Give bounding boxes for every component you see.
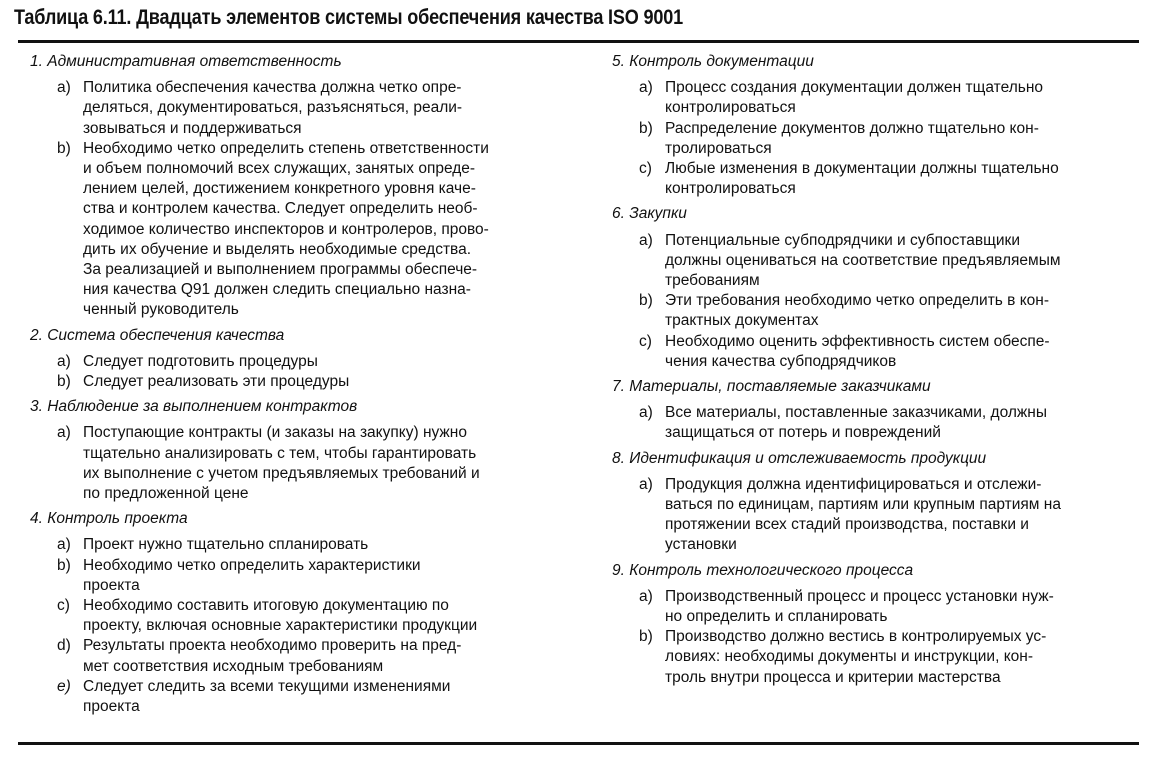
item-line: дить их обучение и выделять необходимые средства. bbox=[83, 240, 472, 258]
item-line: контролироваться bbox=[665, 180, 796, 198]
item-marker: a) bbox=[639, 587, 653, 605]
item-marker: a) bbox=[639, 475, 653, 493]
item-line: Необходимо составить итоговую документацию по bbox=[83, 597, 449, 615]
item-line: требованиям bbox=[665, 272, 760, 290]
item-text bbox=[83, 423, 570, 504]
list-item bbox=[30, 78, 570, 139]
item-line: мет соответствия исходным требованиям bbox=[83, 657, 384, 675]
item-text bbox=[83, 556, 570, 596]
item-marker: d) bbox=[57, 637, 71, 655]
item-text bbox=[665, 332, 1137, 372]
item-line: ченный руководитель bbox=[83, 301, 239, 319]
item-text bbox=[665, 291, 1137, 331]
item-marker: c) bbox=[57, 597, 70, 615]
item-line: ловиях: необходимы документы и инструкции, кон- bbox=[665, 648, 1034, 666]
list-item bbox=[30, 596, 570, 636]
section bbox=[612, 377, 1137, 444]
item-line: троль внутри процесса и критерии мастерства bbox=[665, 668, 1001, 686]
list-item bbox=[30, 352, 570, 372]
item-line: проекта bbox=[83, 698, 140, 716]
section bbox=[612, 561, 1137, 688]
item-line: трактных документах bbox=[665, 312, 819, 330]
item-line: деляться, документироваться, разъясняться, реали- bbox=[83, 99, 463, 117]
item-text bbox=[665, 159, 1137, 199]
item-line: Процесс создания документации должен тщательно bbox=[665, 79, 1043, 97]
item-line: должны оцениваться на соответствие предъявляемым bbox=[665, 251, 1061, 269]
item-line: проекту, включая основные характеристики продукции bbox=[83, 617, 478, 635]
item-text bbox=[83, 352, 570, 372]
item-line: Следует подготовить процедуры bbox=[83, 352, 318, 370]
item-text bbox=[665, 119, 1137, 159]
section-heading: 8. Идентификация и отслеживаемость продукции bbox=[612, 449, 987, 467]
item-marker: a) bbox=[57, 424, 71, 442]
item-line: Продукция должна идентифицироваться и отслежи- bbox=[665, 475, 1042, 493]
item-line: ства и контролем качества. Следует определить необ- bbox=[83, 200, 478, 218]
item-line: ния качества Q91 должен следить специально назна- bbox=[83, 281, 471, 299]
item-text bbox=[83, 139, 570, 321]
list-item bbox=[30, 636, 570, 676]
item-line: Все материалы, поставленные заказчиками, должны bbox=[665, 404, 1047, 422]
item-line: Результаты проекта необходимо проверить на пред- bbox=[83, 637, 462, 655]
section-heading: 9. Контроль технологического процесса bbox=[612, 561, 914, 579]
item-line: протяжении всех стадий производства, поставки и bbox=[665, 516, 1029, 534]
item-line: Производственный процесс и процесс установки нуж- bbox=[665, 587, 1054, 605]
list-item bbox=[612, 159, 1137, 199]
item-line: Политика обеспечения качества должна четко опре- bbox=[83, 79, 462, 97]
list-item bbox=[612, 627, 1137, 688]
item-line: Производство должно вестись в контролируемых ус- bbox=[665, 628, 1047, 646]
item-line: Проект нужно тщательно спланировать bbox=[83, 536, 369, 554]
item-text bbox=[83, 677, 570, 717]
item-marker: a) bbox=[639, 404, 653, 422]
item-line: установки bbox=[665, 536, 737, 554]
section bbox=[30, 509, 570, 717]
list-item bbox=[612, 119, 1137, 159]
item-line: контролироваться bbox=[665, 99, 796, 117]
item-line: по предложенной цене bbox=[83, 485, 249, 503]
item-marker: b) bbox=[639, 292, 653, 310]
item-line: Распределение документов должно тщательно кон- bbox=[665, 119, 1039, 137]
item-line: зовываться и поддерживаться bbox=[83, 119, 302, 137]
right-column bbox=[612, 52, 1137, 693]
item-marker: a) bbox=[57, 536, 71, 554]
item-text bbox=[665, 403, 1137, 443]
item-marker: e) bbox=[57, 677, 71, 695]
section bbox=[30, 326, 570, 393]
list-item bbox=[612, 78, 1137, 118]
item-marker: a) bbox=[57, 79, 71, 97]
item-line: Следует следить за всеми текущими изменениями bbox=[83, 677, 451, 695]
item-line: Необходимо четко определить степень ответственности bbox=[83, 139, 489, 157]
list-item bbox=[30, 556, 570, 596]
list-item bbox=[612, 332, 1137, 372]
top-rule bbox=[18, 40, 1139, 43]
item-marker: b) bbox=[639, 119, 653, 137]
list-item bbox=[612, 291, 1137, 331]
item-line: Потенциальные субподрядчики и субпоставщики bbox=[665, 231, 1020, 249]
item-text bbox=[83, 636, 570, 676]
item-line: Поступающие контракты (и заказы на закупку) нужно bbox=[83, 424, 467, 442]
section bbox=[612, 52, 1137, 199]
item-line: Необходимо оценить эффективность систем обеспе- bbox=[665, 332, 1050, 350]
item-text bbox=[83, 535, 570, 555]
item-marker: b) bbox=[639, 628, 653, 646]
item-text bbox=[83, 596, 570, 636]
item-marker: a) bbox=[639, 231, 653, 249]
section-heading: 3. Наблюдение за выполнением контрактов bbox=[30, 398, 358, 416]
list-item bbox=[30, 372, 570, 392]
item-line: но определить и спланировать bbox=[665, 608, 888, 626]
item-text bbox=[665, 627, 1137, 688]
item-line: ваться по единицам, партиям или крупным партиям на bbox=[665, 496, 1061, 514]
section-heading: 1. Административная ответственность bbox=[30, 53, 342, 70]
item-line: их выполнение с учетом предъявляемых требований и bbox=[83, 464, 480, 482]
item-line: Необходимо четко определить характеристики bbox=[83, 556, 421, 574]
item-line: Эти требования необходимо четко определить в кон- bbox=[665, 292, 1050, 310]
table-title: Таблица 6.11. Двадцать элементов системы обеспечения качества ISO 9001 bbox=[14, 6, 683, 29]
item-line: тролироваться bbox=[665, 139, 772, 157]
item-line: За реализацией и выполнением программы обеспече- bbox=[83, 261, 478, 279]
list-item bbox=[30, 535, 570, 555]
item-marker: b) bbox=[57, 556, 71, 574]
item-line: ходимое количество инспекторов и контролеров, прово- bbox=[83, 220, 489, 238]
item-marker: c) bbox=[639, 160, 652, 178]
bottom-rule bbox=[18, 742, 1139, 745]
item-marker: b) bbox=[57, 373, 71, 391]
item-text bbox=[83, 78, 570, 139]
item-line: тщательно анализировать с тем, чтобы гарантировать bbox=[83, 444, 477, 462]
list-item bbox=[30, 423, 570, 504]
item-line: защищаться от потерь и повреждений bbox=[665, 424, 941, 442]
item-line: лением целей, достижением конкретного уровня каче- bbox=[83, 180, 476, 198]
section bbox=[30, 52, 570, 321]
list-item bbox=[612, 403, 1137, 443]
left-column bbox=[30, 52, 570, 722]
list-item bbox=[30, 139, 570, 321]
item-line: и объем полномочий всех служащих, занятых опреде- bbox=[83, 160, 476, 178]
section bbox=[612, 204, 1137, 372]
list-item bbox=[612, 587, 1137, 627]
section bbox=[612, 449, 1137, 556]
item-text bbox=[83, 372, 570, 392]
section-heading: 4. Контроль проекта bbox=[30, 510, 188, 528]
item-line: Следует реализовать эти процедуры bbox=[83, 373, 350, 391]
item-marker: a) bbox=[57, 352, 71, 370]
list-item bbox=[30, 677, 570, 717]
section-heading: 5. Контроль документации bbox=[612, 53, 814, 70]
item-line: Любые изменения в документации должны тщательно bbox=[665, 160, 1059, 178]
item-text bbox=[665, 587, 1137, 627]
item-line: чения качества субподрядчиков bbox=[665, 352, 897, 370]
section bbox=[30, 397, 570, 504]
section-heading: 6. Закупки bbox=[612, 205, 687, 223]
item-marker: a) bbox=[639, 79, 653, 97]
item-marker: b) bbox=[57, 139, 71, 157]
item-marker: c) bbox=[639, 332, 652, 350]
section-heading: 2. Система обеспечения качества bbox=[30, 326, 285, 344]
item-text bbox=[665, 231, 1137, 292]
item-line: проекта bbox=[83, 576, 140, 594]
section-heading: 7. Материалы, поставляемые заказчиками bbox=[612, 378, 931, 396]
list-item bbox=[612, 475, 1137, 556]
list-item bbox=[612, 231, 1137, 292]
item-text bbox=[665, 475, 1137, 556]
item-text bbox=[665, 78, 1137, 118]
